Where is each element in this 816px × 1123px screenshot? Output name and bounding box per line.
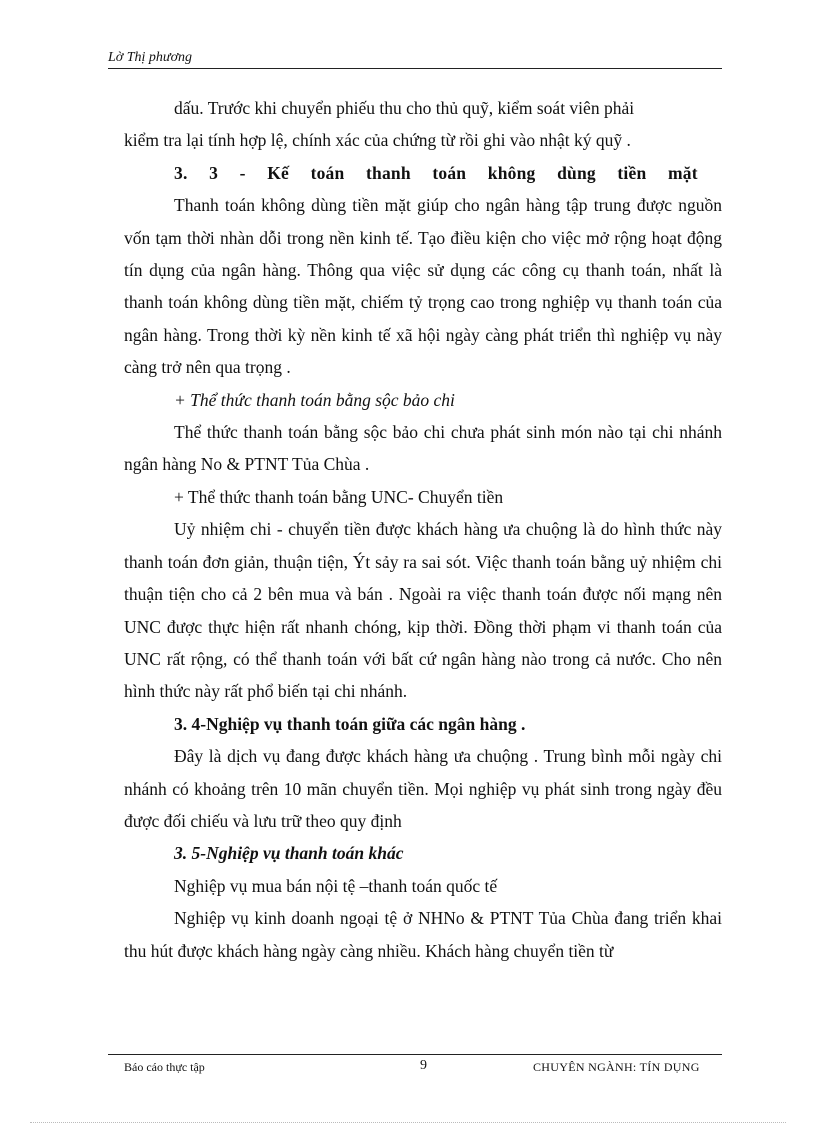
page-number: 9 xyxy=(420,1058,427,1073)
document-body xyxy=(124,92,722,967)
paragraph-line: dấu. Trước khi chuyển phiếu thu cho thủ quỹ, kiểm soát viên phải xyxy=(174,98,635,118)
subheading-unc: + Thể thức thanh toán bằng UNC- Chuyển tiền xyxy=(174,486,504,507)
footer-divider xyxy=(108,1054,722,1055)
footer-report-label: Báo cáo thực tập xyxy=(124,1060,205,1074)
paragraph: Nghiệp vụ mua bán nội tệ –thanh toán quốc tế xyxy=(174,875,498,896)
paragraph: Uỷ nhiệm chi - chuyển tiền được khách hàng ưa chuộng là do hình thức này thanh toán đơn giản, thuận tiện, Ýt sảy ra sai sót. Việc thanh toán bằng uỷ nhiệm chi thuận tiện cho cả 2 bên mua và bán . Ngoài ra việc thanh toán được nối mạng nên UNC được thực hiện rất nhanh chóng, kịp thời. Đồng thời phạm vi thanh toán của UNC rất rộng, có thể thanh toán với bất cứ ngân hàng nào trong cả nước. Cho nên hình thức này rất phổ biến tại chi nhánh. xyxy=(124,519,722,702)
section-heading-3-5: 3. 5-Nghiệp vụ thanh toán khác xyxy=(174,843,404,864)
section-heading-3-4: 3. 4-Nghiệp vụ thanh toán giữa các ngân hàng . xyxy=(174,713,526,734)
footer-major-label: CHUYÊN NGÀNH: TÍN DỤNG xyxy=(533,1060,700,1074)
paragraph: Đây là dịch vụ đang được khách hàng ưa chuộng . Trung bình mỗi ngày chi nhánh có khoảng trên 10 mãn chuyển tiền. Mọi nghiệp vụ phát sinh trong ngày đều được đối chiếu và lưu trữ theo quy định xyxy=(124,746,722,831)
page-header-author: Lờ Thị phương xyxy=(108,50,193,65)
paragraph: Nghiệp vụ kinh doanh ngoại tệ ở NHNo & PTNT Tủa Chùa đang triển khai thu hút được khách hàng ngày càng nhiều. Khách hàng chuyển tiền từ xyxy=(124,908,722,961)
header-divider xyxy=(108,68,722,69)
paragraph-line: kiểm tra lại tính hợp lệ, chính xác của chứng từ rồi ghi vào nhật ký quỹ . xyxy=(124,130,631,151)
paragraph: Thể thức thanh toán bằng sộc bảo chi chưa phát sinh món nào tại chi nhánh ngân hàng No & PTNT Tủa Chùa . xyxy=(124,422,722,475)
subheading-cheque: + Thể thức thanh toán bằng sộc bảo chi xyxy=(174,389,455,410)
paragraph: Thanh toán không dùng tiền mặt giúp cho ngân hàng tập trung được nguồn vốn tạm thời nhàn dỗi trong nền kinh tế. Tạo điều kiện cho việc mở rộng hoạt động tín dụng của ngân hàng. Thông qua việc sử dụng các công cụ thanh toán, nhất là thanh toán không dùng tiền mặt, chiếm tỷ trọng cao trong nghiệp vụ thanh toán của ngân hàng. Trong thời kỳ nền kinh tế xã hội ngày càng phát triển thì nghiệp vụ này càng trở nên qua trọng . xyxy=(124,195,722,378)
section-heading-3-3: 3. 3 - Kế toán thanh toán không dùng tiền mặt xyxy=(174,162,698,183)
